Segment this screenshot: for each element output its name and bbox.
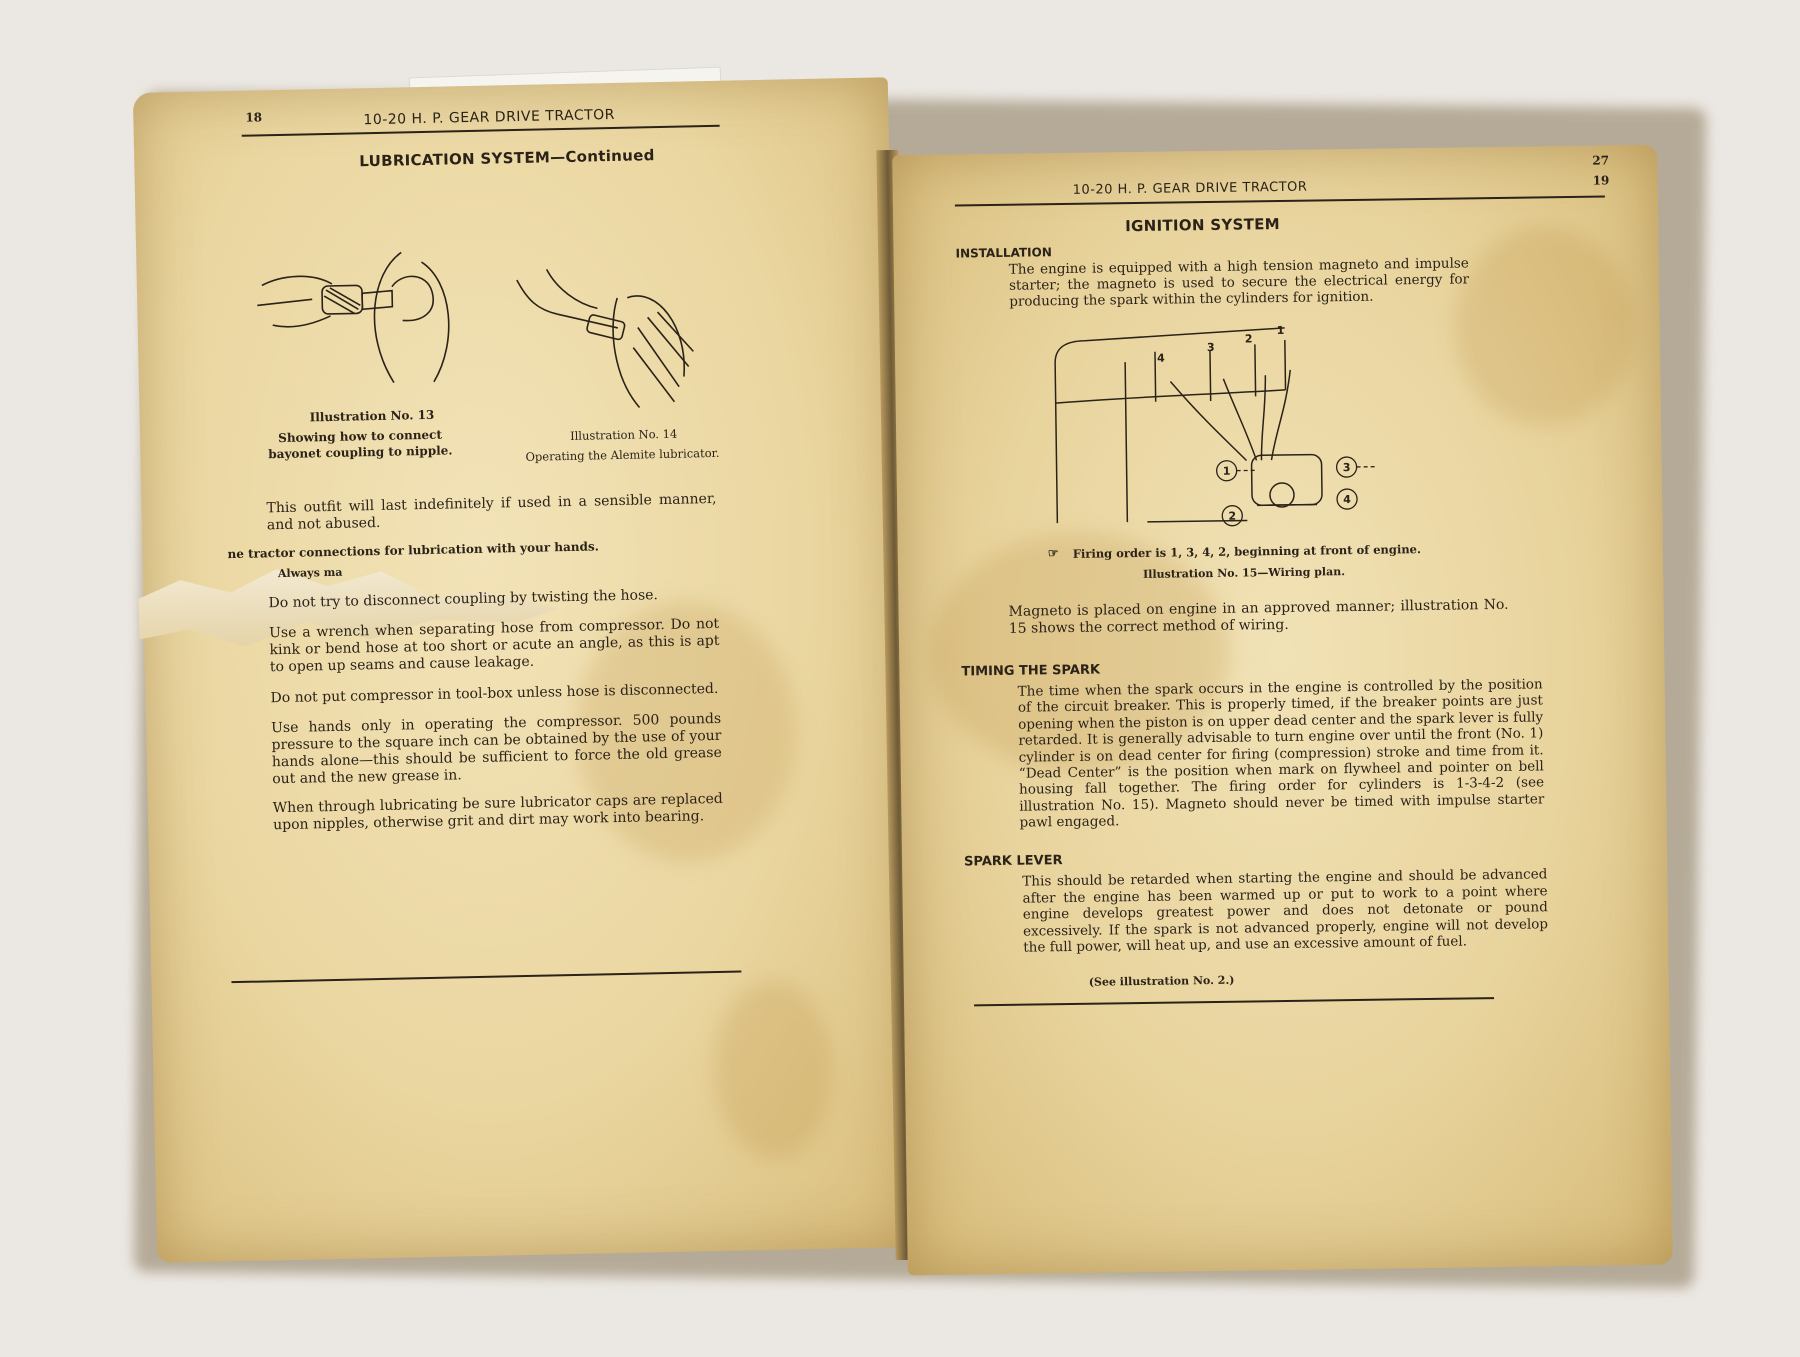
torn-paragraph: Always ma: [277, 565, 343, 581]
timing-text: The time when the spark occurs in the engine is controlled by the position of the circuit breaker. This is properly timed, if the breaker points are just opening when the piston is on upper dead center and the spark lever is fully retarded. It is generally advisable to turn engine over until the front (No. 1) cylinder is on dead center for firing (compression) stroke and time from it. “Dead Center” is the position when mark on flywheel and pointer on bell housing fall together. The firing order for cylinders is 1-3-4-2 (see illustration No. 15). Magneto should never be timed with impulse starter pawl engaged.: [1017, 676, 1545, 831]
spark-lever-heading: SPARK LEVER: [963, 853, 1063, 870]
running-head: 10-20 H. P. GEAR DRIVE TRACTOR: [363, 106, 616, 129]
illustration-14-caption: Operating the Alemite lubricator.: [525, 445, 720, 464]
wiring-plan-figure: [1045, 318, 1408, 543]
footer-rule: [231, 970, 741, 983]
paragraph: Use a wrench when separating hose from compressor. Do not kink or bend hose at too short or acute an angle, as this is apt to open up seams and cause leakage.: [269, 615, 720, 676]
callout-label: 4: [1343, 493, 1351, 507]
paragraph: This outfit will last indefinitely if used in a sensible manner, and not abused.: [266, 490, 717, 534]
paragraph: When through lubricating be sure lubricator caps are replaced upon nipples, otherwise grit and dirt may work into bearing.: [272, 790, 723, 834]
paragraph: Do not put compressor in tool-box unless hose is disconnected.: [270, 680, 719, 707]
cylinder-label: 2: [1244, 332, 1253, 346]
section-title: IGNITION SYSTEM: [1125, 214, 1281, 236]
timing-heading: TIMING THE SPARK: [961, 662, 1101, 680]
paragraph: Do not try to disconnect coupling by twisting the hose.: [268, 587, 659, 612]
magneto-text: Magneto is placed on engine in an approved manner; illustration No. 15 shows the correct method of wiring.: [1008, 596, 1509, 637]
cylinder-label: 3: [1206, 340, 1215, 355]
spark-lever-text: This should be retarded when starting the engine and should be advanced after the engine has been warmed up or put to work to a point where engine develops greatest power and does not detonate or pound excessively. If the spark is not advanced properly, engine will not develop the full power, will heat up, and use an excessive amount of fuel.: [1022, 866, 1549, 957]
cylinder-label: 1: [1276, 323, 1285, 338]
spark-lever-note: (See illustration No. 2.): [1088, 973, 1235, 989]
figure-caption: Illustration No. 15—Wiring plan.: [1143, 565, 1346, 581]
paragraph: Use hands only in operating the compressor. 500 pounds pressure to the square inch can be obtained by the use of your hands alone—this should be sufficient to force the old grease out and the new grease in.: [270, 710, 722, 788]
page-number-top: 27: [1592, 153, 1610, 168]
firing-order-note: Firing order is 1, 3, 4, 2, beginning at front of engine.: [1072, 542, 1422, 561]
callout-label: 2: [1228, 509, 1237, 523]
illustration-13-caption: Showing how to connect bayonet coupling to nipple.: [268, 427, 453, 462]
callout-label: 3: [1342, 461, 1351, 475]
illustration-13-figure: [251, 241, 464, 395]
header-rule: [955, 195, 1605, 206]
illustration-14-number: Illustration No. 14: [569, 426, 678, 443]
page-number: 18: [245, 110, 263, 125]
callout-label: 1: [1222, 464, 1231, 478]
right-page: [892, 145, 1673, 1276]
water-stain: [712, 979, 836, 1161]
installation-heading: INSTALLATION: [955, 245, 1052, 261]
header-rule: [242, 125, 720, 137]
section-title: LUBRICATION SYSTEM—Continued: [359, 146, 655, 171]
torn-paragraph: ne tractor connections for lubrication with your hands.: [227, 539, 599, 562]
pointing-hand-icon: ☞: [1047, 546, 1059, 561]
page-number-bottom: 19: [1592, 173, 1610, 188]
left-page: [133, 77, 912, 1263]
water-stain: [1453, 225, 1636, 427]
running-head: 10-20 H. P. GEAR DRIVE TRACTOR: [1072, 179, 1308, 198]
installation-text: The engine is equipped with a high tension magneto and impulse starter; the magneto is used to secure the electrical energy for producing the spark within the cylinders for ignition.: [1008, 255, 1470, 310]
footer-rule: [974, 997, 1494, 1006]
illustration-13-number: Illustration No. 13: [309, 407, 435, 425]
cylinder-label: 4: [1156, 351, 1165, 365]
illustration-14-figure: [506, 256, 699, 420]
